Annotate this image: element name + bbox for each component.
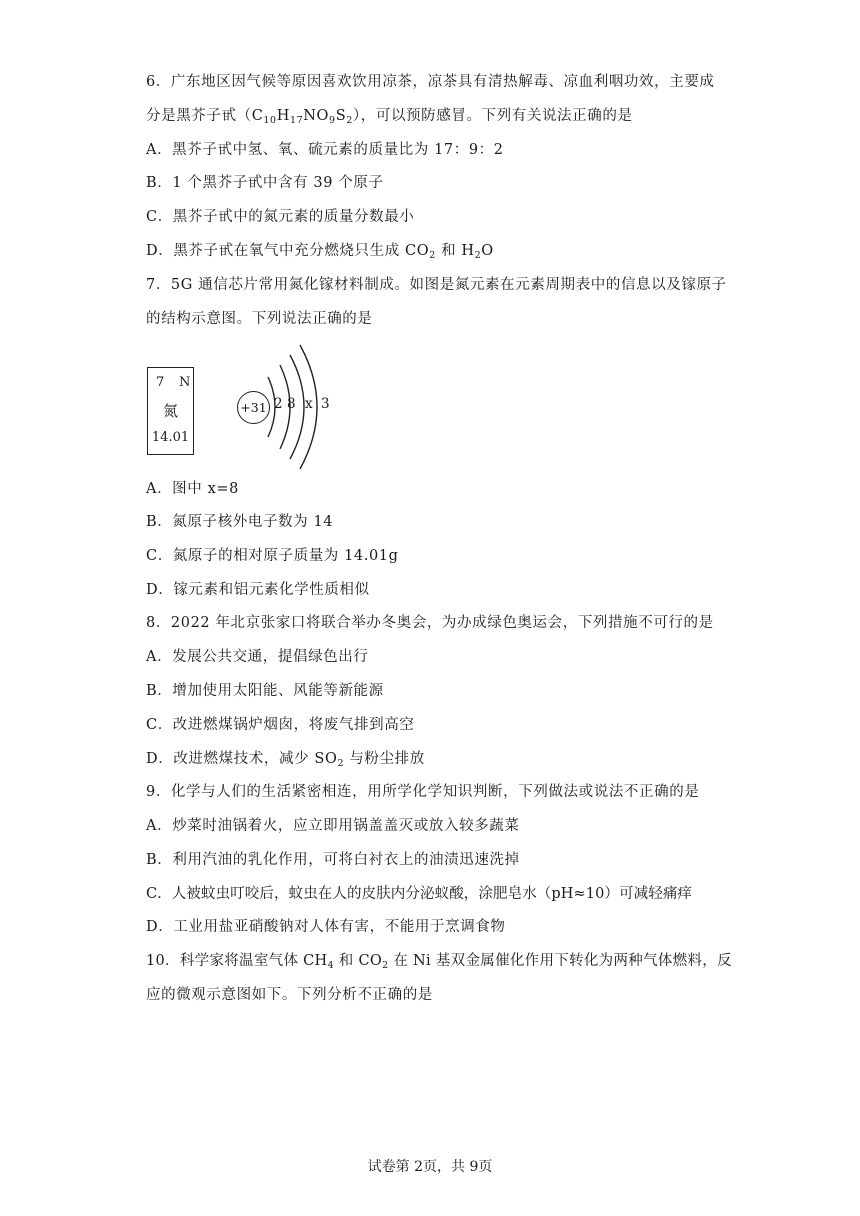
q10-stem-line2: 应的微观示意图如下。下列分析不正确的是 [146, 987, 433, 1003]
page-footer: 试卷第 2页，共 9页 [367, 1159, 493, 1175]
element-name: 氮 [162, 402, 178, 420]
q6-option-a: A．黑芥子甙中氢、氧、硫元素的质量比为 17：9：2 [146, 142, 504, 158]
atomic-number: 7 [156, 375, 165, 390]
q9-option-c: C．人被蚊虫叮咬后，蚊虫在人的皮肤内分泌蚁酸，涂肥皂水（pH≈10）可减轻痛痒 [146, 886, 693, 902]
q8-stem: 8．2022 年北京张家口将联合举办冬奥会，为办成绿色奥运会，下列措施不可行的是 [146, 615, 714, 631]
q7-option-d: D．镓元素和铝元素化学性质相似 [146, 582, 370, 598]
q8-option-b: B．增加使用太阳能、风能等新能源 [146, 683, 384, 699]
q8-option-c: C．改进燃煤锅炉烟囱，将废气排到高空 [146, 717, 415, 733]
q9-option-d: D．工业用盐亚硝酸钠对人体有害，不能用于烹调食物 [146, 919, 506, 935]
q8-option-a: A．发展公共交通，提倡绿色出行 [146, 649, 369, 665]
q8-option-d: D．改进燃煤技术，减少 $SO_2$ 与粉尘排放 [146, 751, 425, 769]
q6-option-c: C．黑芥子甙中的氮元素的质量分数最小 [146, 209, 415, 225]
q7-option-b: B．氮原子核外电子数为 14 [146, 514, 334, 530]
q9-option-b: B．利用汽油的乳化作用，可将白衬衣上的油渍迅速洗掉 [146, 852, 520, 868]
shell-3-electrons: x [305, 396, 313, 412]
q9-stem: 9．化学与人们的生活紧密相连，用所学化学知识判断，下列做法或说法不正确的是 [146, 784, 700, 800]
q9-option-a: A．炒菜时油锅着火，应立即用锅盖盖灭或放入较多蔬菜 [146, 818, 520, 834]
q7-option-c: C．氮原子的相对原子质量为 14.01g [146, 548, 399, 564]
atomic-mass: 14.01 [151, 430, 190, 445]
q7-option-a: A．图中 x=8 [146, 481, 239, 497]
shell-4-electrons: 3 [321, 396, 330, 412]
q6-stem-line1: 6．广东地区因气候等原因喜欢饮用凉茶，凉茶具有清热解毒、凉血利咽功效，主要成 [146, 74, 715, 90]
element-cell-nitrogen [147, 367, 194, 455]
element-symbol: N [179, 375, 191, 390]
nucleus: +31 [237, 391, 270, 424]
q7-stem-line2: 的结构示意图。下列说法正确的是 [146, 311, 373, 327]
q6-stem-line2: 分是黑芥子甙$(C_{10}H_{17}NO_9S_2)$，可以预防感冒。下列有关说法正确的是 [146, 108, 633, 126]
q10-stem-line1: 10．科学家将温室气体 $CH_4$ 和 $CO_2$ 在 Ni 基双金属催化作用下转化为两种气体燃料，反 [146, 953, 732, 971]
q7-stem-line1: 7．5G 通信芯片常用氮化镓材料制成。如图是氮元素在元素周期表中的信息以及镓原子 [146, 277, 727, 293]
shell-2-electrons: 8 [287, 396, 296, 412]
q6-option-d: D．黑芥子甙在氧气中充分燃烧只生成 $CO_2$ 和 $H_2O$ [146, 243, 494, 261]
q6-option-b: B．1 个黑芥子甙中含有 39 个原子 [146, 175, 384, 191]
shell-1-electrons: 2 [274, 396, 283, 412]
